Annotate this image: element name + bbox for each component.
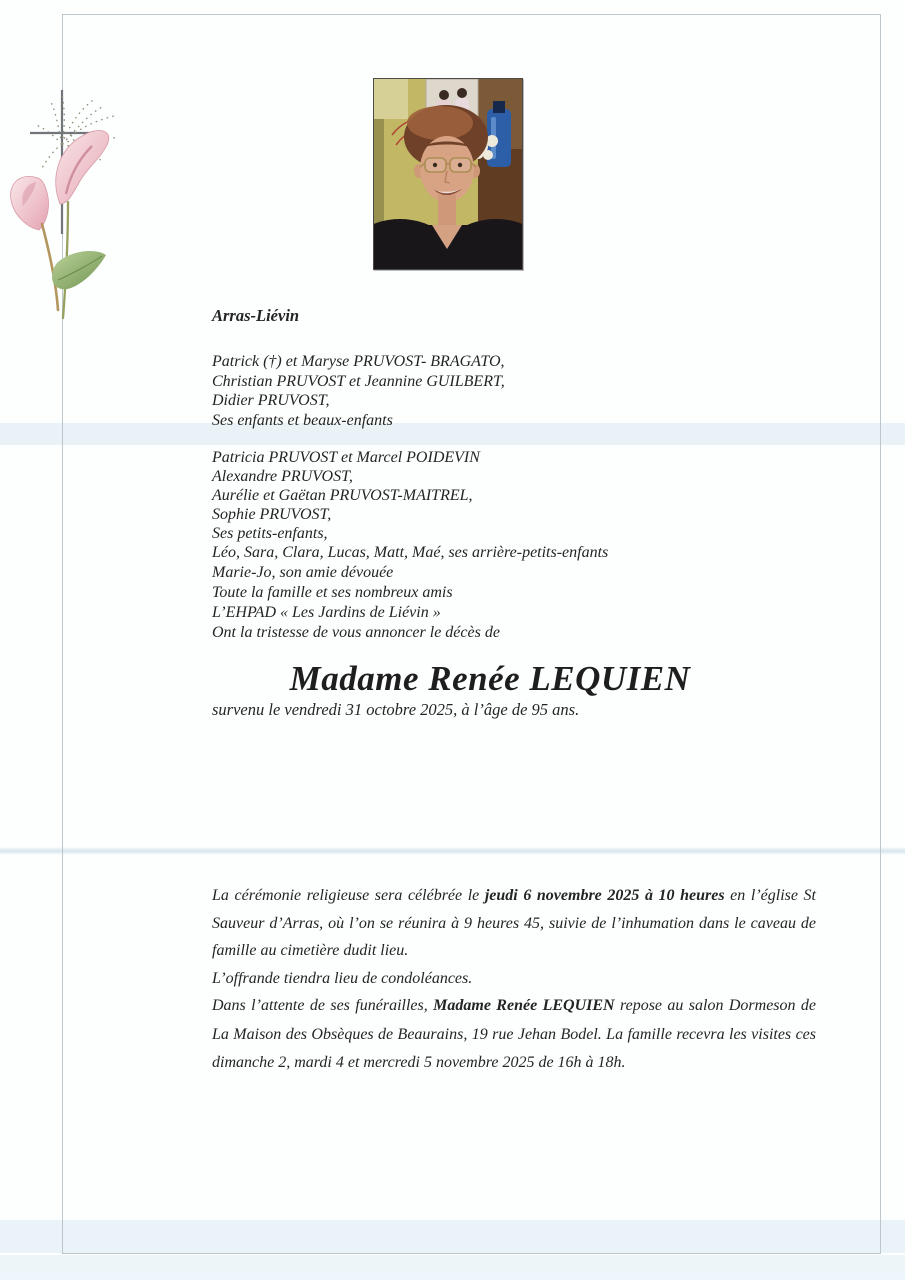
- scan-artifact-band: [0, 1255, 905, 1280]
- ceremony-text: en l’église St Sauveur d’Arras, où l’on se réunira à 9 heures 45, suivie de l’inhumation dans le caveau de famille au cimetière dudit lieu.: [212, 887, 817, 959]
- announce-line: Ont la tristesse de vous annoncer le décès de: [212, 624, 500, 641]
- family-line: Patrick (†) et Maryse PRUVOST- BRAGATO,: [212, 353, 505, 370]
- offering-line: L’offrande tiendra lieu de condoléances.: [212, 969, 473, 987]
- friend-line: Marie-Jo, son amie dévouée: [212, 564, 394, 581]
- city-label: Arras-Liévin: [212, 306, 300, 325]
- family-line: Ses enfants et beaux-enfants: [212, 411, 393, 429]
- details-text: [212, 882, 816, 1078]
- family-line: Sophie PRUVOST,: [212, 506, 332, 523]
- family-line: Aurélie et Gaëtan PRUVOST-MAITREL,: [212, 487, 473, 504]
- portrait-photo: [373, 78, 523, 270]
- deceased-name-title: Madame Renée LEQUIEN: [289, 659, 691, 698]
- announcement-text: [212, 306, 860, 720]
- visitation-text: repose au salon Dormeson de La Maison des Obsèques de Beaurains, 19 rue Jehan Bodel. La famille recevra les visites ces dimanche 2, mardi 4 et mercredi 5 novembre 2025 de 16h à 18h.: [212, 997, 817, 1071]
- ceremony-text: La cérémonie religieuse sera célébrée le: [212, 887, 485, 904]
- great-grandchildren-line: Léo, Sara, Clara, Lucas, Matt, Maé, ses arrière-petits-enfants: [212, 544, 609, 561]
- grandchildren-list: [212, 448, 860, 543]
- visitation-paragraph: [212, 992, 816, 1078]
- ehpad-line: L’EHPAD « Les Jardins de Liévin »: [212, 604, 441, 621]
- family-line: Ses petits-enfants,: [212, 525, 328, 542]
- family-line: Didier PRUVOST,: [212, 392, 330, 409]
- children-list: [212, 352, 860, 430]
- ceremony-paragraph: [212, 882, 816, 965]
- family-friends-line: Toute la famille et ses nombreux amis: [212, 584, 453, 601]
- family-line: Alexandre PRUVOST,: [212, 468, 353, 485]
- visitation-name-bold: Madame Renée LEQUIEN: [433, 997, 615, 1014]
- visitation-text: Dans l’attente de ses funérailles,: [212, 997, 434, 1014]
- calla-lily-left: [11, 176, 49, 230]
- family-line: Christian PRUVOST et Jeannine GUILBERT,: [212, 372, 505, 390]
- ceremony-date-bold: jeudi 6 novembre 2025 à 10 heures: [484, 887, 725, 904]
- calla-lily-right: [56, 130, 109, 204]
- flower-cross-illustration: [2, 84, 128, 332]
- family-line: Patricia PRUVOST et Marcel POIDEVIN: [212, 449, 480, 466]
- death-info-line: survenu le vendredi 31 octobre 2025, à l’âge de 95 ans.: [212, 700, 580, 719]
